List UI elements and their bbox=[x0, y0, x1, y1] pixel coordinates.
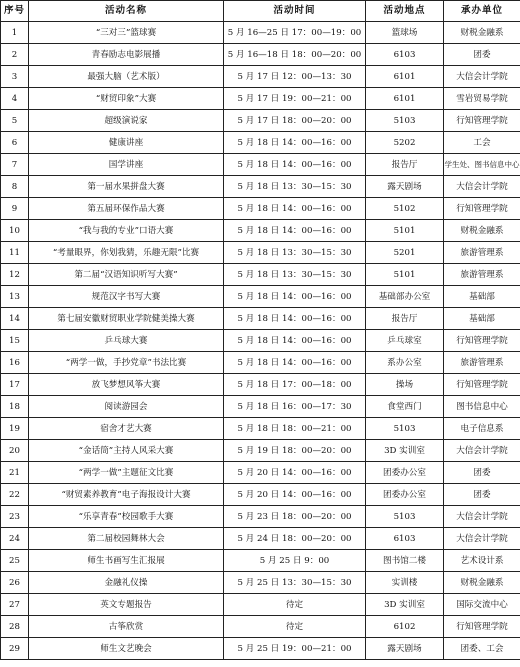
cell-activity-name: “金话筒”主持人风采大赛 bbox=[29, 440, 224, 462]
cell-activity-time: 5 月 18 日 13：30—15：30 bbox=[224, 264, 366, 286]
table-row bbox=[1, 220, 520, 242]
cell-activity-name: “考量眼界，你划我猜，乐趣无限”比赛 bbox=[29, 242, 224, 264]
table-row bbox=[1, 88, 520, 110]
cell-index: 2 bbox=[1, 44, 29, 66]
table-row bbox=[1, 550, 520, 572]
cell-activity-time: 5 月 18 日 14：00—16：00 bbox=[224, 352, 366, 374]
cell-index: 19 bbox=[1, 418, 29, 440]
cell-index: 1 bbox=[1, 22, 29, 44]
table-row bbox=[1, 484, 520, 506]
cell-activity-location: 6101 bbox=[366, 66, 444, 88]
cell-activity-name: “两学一做，手抄党章”书法比赛 bbox=[29, 352, 224, 374]
cell-organizer: 大信会计学院 bbox=[444, 66, 520, 88]
cell-activity-location: 露天剧场 bbox=[366, 176, 444, 198]
cell-activity-time: 5 月 18 日 14：00—16：00 bbox=[224, 220, 366, 242]
cell-index: 21 bbox=[1, 462, 29, 484]
table-row bbox=[1, 308, 520, 330]
header-index: 序号 bbox=[1, 1, 29, 22]
cell-organizer: 行知管理学院 bbox=[444, 110, 520, 132]
cell-activity-time: 5 月 25 日 19：00—21：00 bbox=[224, 638, 366, 660]
header-row bbox=[1, 1, 520, 22]
cell-organizer: 大信会计学院 bbox=[444, 176, 520, 198]
table-row bbox=[1, 110, 520, 132]
cell-organizer: 财税金融系 bbox=[444, 220, 520, 242]
cell-activity-name: 国学讲座 bbox=[29, 154, 224, 176]
table-row bbox=[1, 594, 520, 616]
cell-activity-location: 5101 bbox=[366, 264, 444, 286]
table-row bbox=[1, 440, 520, 462]
cell-activity-name: 第二届“汉语知识听写大赛” bbox=[29, 264, 224, 286]
cell-activity-location: 5103 bbox=[366, 418, 444, 440]
table-row bbox=[1, 264, 520, 286]
cell-activity-name: “我与我的专业”口语大赛 bbox=[29, 220, 224, 242]
header-activity-location: 活动地点 bbox=[366, 1, 444, 22]
table-row bbox=[1, 154, 520, 176]
table-row bbox=[1, 506, 520, 528]
cell-activity-location: 露天剧场 bbox=[366, 638, 444, 660]
cell-index: 26 bbox=[1, 572, 29, 594]
cell-activity-name: 第一届水果拼盘大赛 bbox=[29, 176, 224, 198]
cell-organizer: 雪岩贸易学院 bbox=[444, 88, 520, 110]
cell-organizer: 工会 bbox=[444, 132, 520, 154]
cell-activity-time: 5 月 25 日 13：30—15：30 bbox=[224, 572, 366, 594]
table-row bbox=[1, 286, 520, 308]
cell-index: 7 bbox=[1, 154, 29, 176]
cell-activity-time: 5 月 23 日 18：00—20：00 bbox=[224, 506, 366, 528]
table-row bbox=[1, 638, 520, 660]
cell-index: 8 bbox=[1, 176, 29, 198]
cell-activity-time: 5 月 16—25 日 17：00—19：00 bbox=[224, 22, 366, 44]
cell-activity-time: 5 月 17 日 19：00—21：00 bbox=[224, 88, 366, 110]
cell-organizer: 团委 bbox=[444, 462, 520, 484]
cell-organizer: 基础部 bbox=[444, 286, 520, 308]
cell-activity-name: “财贸素养教育”电子海报设计大赛 bbox=[29, 484, 224, 506]
cell-activity-name: 规范汉字书写大赛 bbox=[29, 286, 224, 308]
cell-activity-name: “财贸印象”大赛 bbox=[29, 88, 224, 110]
cell-activity-time: 5 月 24 日 18：00—20：00 bbox=[224, 528, 366, 550]
cell-index: 9 bbox=[1, 198, 29, 220]
cell-activity-name: 第二届校园舞林大会 bbox=[29, 528, 224, 550]
cell-activity-time: 5 月 18 日 18：00—21：00 bbox=[224, 418, 366, 440]
cell-organizer: 大信会计学院 bbox=[444, 528, 520, 550]
cell-activity-time: 5 月 17 日 12：00—13：30 bbox=[224, 66, 366, 88]
cell-activity-name: 第五届环保作品大赛 bbox=[29, 198, 224, 220]
cell-activity-name: 金融礼仪操 bbox=[29, 572, 224, 594]
cell-activity-name: 超级演说家 bbox=[29, 110, 224, 132]
table-row bbox=[1, 374, 520, 396]
cell-activity-time: 5 月 18 日 13：30—15：30 bbox=[224, 242, 366, 264]
header-organizer: 承办单位 bbox=[444, 1, 520, 22]
cell-index: 23 bbox=[1, 506, 29, 528]
header-activity-name: 活动名称 bbox=[29, 1, 224, 22]
table-row bbox=[1, 44, 520, 66]
cell-activity-location: 5201 bbox=[366, 242, 444, 264]
cell-activity-location: 5103 bbox=[366, 506, 444, 528]
table-row bbox=[1, 198, 520, 220]
cell-activity-location: 图书馆二楼 bbox=[366, 550, 444, 572]
cell-activity-time: 5 月 18 日 14：00—16：00 bbox=[224, 330, 366, 352]
cell-activity-location: 5102 bbox=[366, 198, 444, 220]
cell-activity-location: 3D 实训室 bbox=[366, 440, 444, 462]
cell-index: 3 bbox=[1, 66, 29, 88]
cell-index: 17 bbox=[1, 374, 29, 396]
cell-index: 22 bbox=[1, 484, 29, 506]
cell-activity-name: 青春励志电影展播 bbox=[29, 44, 224, 66]
cell-activity-location: 6101 bbox=[366, 88, 444, 110]
cell-activity-time: 5 月 17 日 18：00—20：00 bbox=[224, 110, 366, 132]
cell-activity-location: 6103 bbox=[366, 528, 444, 550]
cell-activity-name: 健康讲座 bbox=[29, 132, 224, 154]
table-body bbox=[1, 22, 520, 660]
table-row bbox=[1, 132, 520, 154]
table-row bbox=[1, 528, 520, 550]
cell-activity-name: 阅读游园会 bbox=[29, 396, 224, 418]
cell-activity-name: 第七届安徽财贸职业学院健美操大赛 bbox=[29, 308, 224, 330]
cell-activity-time: 5 月 20 日 14：00—16：00 bbox=[224, 484, 366, 506]
cell-activity-name: 最强大脑（艺术版） bbox=[29, 66, 224, 88]
table-row bbox=[1, 352, 520, 374]
cell-organizer: 行知管理学院 bbox=[444, 616, 520, 638]
cell-activity-time: 5 月 19 日 18：00—20：00 bbox=[224, 440, 366, 462]
cell-activity-time: 5 月 20 日 14：00—16：00 bbox=[224, 462, 366, 484]
table-header bbox=[1, 1, 520, 22]
cell-activity-location: 5103 bbox=[366, 110, 444, 132]
cell-activity-time: 5 月 18 日 14：00—16：00 bbox=[224, 132, 366, 154]
cell-activity-name: “三对三”篮球赛 bbox=[29, 22, 224, 44]
cell-index: 27 bbox=[1, 594, 29, 616]
table-row bbox=[1, 616, 520, 638]
cell-activity-name: “两学一做”主题征文比赛 bbox=[29, 462, 224, 484]
cell-activity-time: 5 月 25 日 9：00 bbox=[224, 550, 366, 572]
cell-activity-location: 食堂西门 bbox=[366, 396, 444, 418]
cell-index: 13 bbox=[1, 286, 29, 308]
cell-organizer: 旅游管理系 bbox=[444, 264, 520, 286]
cell-organizer: 财税金融系 bbox=[444, 572, 520, 594]
cell-activity-location: 系办公室 bbox=[366, 352, 444, 374]
cell-activity-time: 5 月 18 日 17：00—18：00 bbox=[224, 374, 366, 396]
cell-activity-location: 团委办公室 bbox=[366, 484, 444, 506]
table-row bbox=[1, 242, 520, 264]
cell-activity-name: “乐享青春”校园歌手大赛 bbox=[29, 506, 224, 528]
cell-index: 28 bbox=[1, 616, 29, 638]
cell-activity-name: 宿舍才艺大赛 bbox=[29, 418, 224, 440]
cell-activity-location: 5202 bbox=[366, 132, 444, 154]
cell-index: 25 bbox=[1, 550, 29, 572]
cell-activity-time: 5 月 18 日 16：00—17：30 bbox=[224, 396, 366, 418]
cell-activity-name: 古筝欣赏 bbox=[29, 616, 224, 638]
cell-index: 24 bbox=[1, 528, 29, 550]
cell-index: 6 bbox=[1, 132, 29, 154]
cell-activity-location: 6102 bbox=[366, 616, 444, 638]
cell-activity-name: 师生书画写生汇报展 bbox=[29, 550, 224, 572]
cell-activity-location: 基础部办公室 bbox=[366, 286, 444, 308]
cell-organizer: 国际交流中心 bbox=[444, 594, 520, 616]
table-row bbox=[1, 396, 520, 418]
cell-organizer: 行知管理学院 bbox=[444, 374, 520, 396]
cell-organizer: 财税金融系 bbox=[444, 22, 520, 44]
cell-activity-location: 3D 实训室 bbox=[366, 594, 444, 616]
cell-activity-time: 待定 bbox=[224, 616, 366, 638]
header-activity-time: 活动时间 bbox=[224, 1, 366, 22]
cell-activity-name: 乒乓球大赛 bbox=[29, 330, 224, 352]
cell-index: 20 bbox=[1, 440, 29, 462]
cell-organizer: 学生处、图书信息中心 bbox=[444, 154, 520, 176]
cell-activity-time: 5 月 18 日 14：00—16：00 bbox=[224, 154, 366, 176]
cell-activity-name: 放飞梦想风筝大赛 bbox=[29, 374, 224, 396]
cell-index: 14 bbox=[1, 308, 29, 330]
cell-activity-location: 报告厅 bbox=[366, 308, 444, 330]
cell-activity-location: 操场 bbox=[366, 374, 444, 396]
cell-activity-location: 篮球场 bbox=[366, 22, 444, 44]
table-row bbox=[1, 418, 520, 440]
cell-activity-location: 6103 bbox=[366, 44, 444, 66]
cell-organizer: 基础部 bbox=[444, 308, 520, 330]
table-row bbox=[1, 66, 520, 88]
cell-organizer: 电子信息系 bbox=[444, 418, 520, 440]
cell-organizer: 团委 bbox=[444, 44, 520, 66]
cell-activity-time: 5 月 16—18 日 18：00—20：00 bbox=[224, 44, 366, 66]
table-row bbox=[1, 176, 520, 198]
cell-organizer: 团委 bbox=[444, 484, 520, 506]
cell-index: 18 bbox=[1, 396, 29, 418]
cell-activity-location: 实训楼 bbox=[366, 572, 444, 594]
cell-index: 16 bbox=[1, 352, 29, 374]
table-row bbox=[1, 462, 520, 484]
cell-activity-name: 英文专题报告 bbox=[29, 594, 224, 616]
cell-index: 29 bbox=[1, 638, 29, 660]
cell-activity-location: 团委办公室 bbox=[366, 462, 444, 484]
cell-activity-time: 5 月 18 日 14：00—16：00 bbox=[224, 286, 366, 308]
cell-organizer: 大信会计学院 bbox=[444, 506, 520, 528]
cell-index: 11 bbox=[1, 242, 29, 264]
cell-index: 4 bbox=[1, 88, 29, 110]
cell-activity-time: 5 月 18 日 14：00—16：00 bbox=[224, 198, 366, 220]
cell-organizer: 图书信息中心 bbox=[444, 396, 520, 418]
table-row bbox=[1, 330, 520, 352]
cell-index: 15 bbox=[1, 330, 29, 352]
cell-activity-location: 5101 bbox=[366, 220, 444, 242]
table-row bbox=[1, 22, 520, 44]
cell-organizer: 旅游管理系 bbox=[444, 242, 520, 264]
cell-activity-time: 5 月 18 日 14：00—16：00 bbox=[224, 308, 366, 330]
cell-activity-location: 乒乓球室 bbox=[366, 330, 444, 352]
cell-organizer: 行知管理学院 bbox=[444, 330, 520, 352]
cell-activity-time: 5 月 18 日 13：30—15：30 bbox=[224, 176, 366, 198]
cell-organizer: 艺术设计系 bbox=[444, 550, 520, 572]
cell-index: 10 bbox=[1, 220, 29, 242]
cell-organizer: 行知管理学院 bbox=[444, 198, 520, 220]
cell-organizer: 团委、工会 bbox=[444, 638, 520, 660]
cell-organizer: 旅游管理系 bbox=[444, 352, 520, 374]
cell-index: 12 bbox=[1, 264, 29, 286]
table-row bbox=[1, 572, 520, 594]
cell-activity-location: 报告厅 bbox=[366, 154, 444, 176]
cell-index: 5 bbox=[1, 110, 29, 132]
cell-activity-time: 待定 bbox=[224, 594, 366, 616]
cell-organizer: 大信会计学院 bbox=[444, 440, 520, 462]
cell-activity-name: 师生文艺晚会 bbox=[29, 638, 224, 660]
